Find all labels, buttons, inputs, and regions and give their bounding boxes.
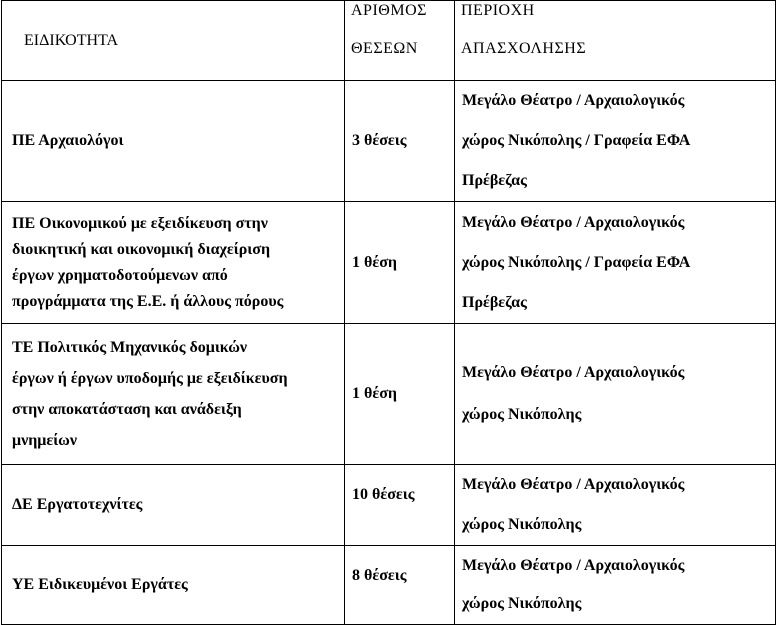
row-area-line: Μεγάλο Θέατρο / Αρχαιολογικός bbox=[462, 364, 685, 381]
header-positions-line2: ΘΕΣΕΩΝ bbox=[351, 40, 418, 57]
row-positions: 8 θέσεις bbox=[345, 546, 455, 625]
table-row bbox=[2, 202, 776, 324]
table-row bbox=[2, 324, 776, 465]
row-specialty: ΠΕ Αρχαιολόγοι bbox=[2, 81, 345, 202]
header-area-line2: ΑΠΑΣΧΟΛΗΣΗΣ bbox=[461, 40, 587, 57]
row-specialty bbox=[2, 324, 345, 465]
row-positions: 1 θέση bbox=[345, 324, 455, 465]
row-specialty bbox=[2, 202, 345, 324]
table-row bbox=[2, 546, 776, 625]
row-area-line: Πρέβεζας bbox=[462, 293, 527, 311]
header-positions-line1: ΑΡΙΘΜΟΣ bbox=[351, 2, 427, 19]
row-specialty-line: στην αποκατάσταση και ανάδειξη bbox=[12, 401, 242, 418]
row-area-line: Μεγάλο Θέατρο / Αρχαιολογικός bbox=[462, 92, 685, 109]
header-area-line1: ΠΕΡΙΟΧΗ bbox=[461, 2, 535, 19]
row-area-line: χώρος Νικόπολης / Γραφεία ΕΦΑ bbox=[462, 253, 691, 271]
job-positions-table bbox=[1, 0, 776, 625]
row-area bbox=[455, 546, 776, 625]
row-specialty: ΥΕ Ειδικευμένοι Εργάτες bbox=[2, 546, 345, 625]
row-positions: 1 θέση bbox=[345, 202, 455, 324]
header-area bbox=[455, 1, 776, 81]
row-area-line: Πρέβεζας bbox=[462, 172, 527, 189]
row-specialty-line: διοικητική και οικονομική διαχείριση bbox=[12, 240, 271, 258]
row-area-line: χώρος Νικόπολης bbox=[462, 595, 582, 612]
table-row bbox=[2, 81, 776, 202]
row-area-line: χώρος Νικόπολης / Γραφεία ΕΦΑ bbox=[462, 132, 691, 149]
row-specialty-line: μνημείων bbox=[12, 432, 78, 449]
row-area bbox=[455, 81, 776, 202]
row-positions: 10 θέσεις bbox=[345, 465, 455, 546]
row-specialty: ΔΕ Εργατοτεχνίτες bbox=[2, 465, 345, 546]
row-area-line: χώρος Νικόπολης bbox=[462, 406, 582, 423]
table-row bbox=[2, 465, 776, 546]
row-positions: 3 θέσεις bbox=[345, 81, 455, 202]
row-specialty-line: έργων ή έργων υποδομής με εξειδίκευση bbox=[12, 370, 288, 387]
row-area-line: Μεγάλο Θέατρο / Αρχαιολογικός bbox=[462, 557, 685, 574]
row-specialty-line: ΠΕ Οικονομικού με εξειδίκευση στην bbox=[12, 214, 268, 232]
row-area bbox=[455, 465, 776, 546]
row-specialty-line: προγράμματα της Ε.Ε. ή άλλους πόρους bbox=[12, 292, 284, 310]
header-positions bbox=[345, 1, 455, 81]
row-specialty-line: ΤΕ Πολιτικός Μηχανικός δομικών bbox=[12, 339, 248, 356]
row-area-line: χώρος Νικόπολης bbox=[462, 516, 582, 533]
table-header-row bbox=[2, 1, 776, 81]
row-area bbox=[455, 202, 776, 324]
header-specialty: ΕΙΔΙΚΟΤΗΤΑ bbox=[2, 1, 345, 81]
row-area bbox=[455, 324, 776, 465]
row-area-line: Μεγάλο Θέατρο / Αρχαιολογικός bbox=[462, 476, 685, 493]
row-specialty-line: έργων χρηματοδοτούμενων από bbox=[12, 266, 228, 284]
row-area-line: Μεγάλο Θέατρο / Αρχαιολογικός bbox=[462, 213, 685, 231]
